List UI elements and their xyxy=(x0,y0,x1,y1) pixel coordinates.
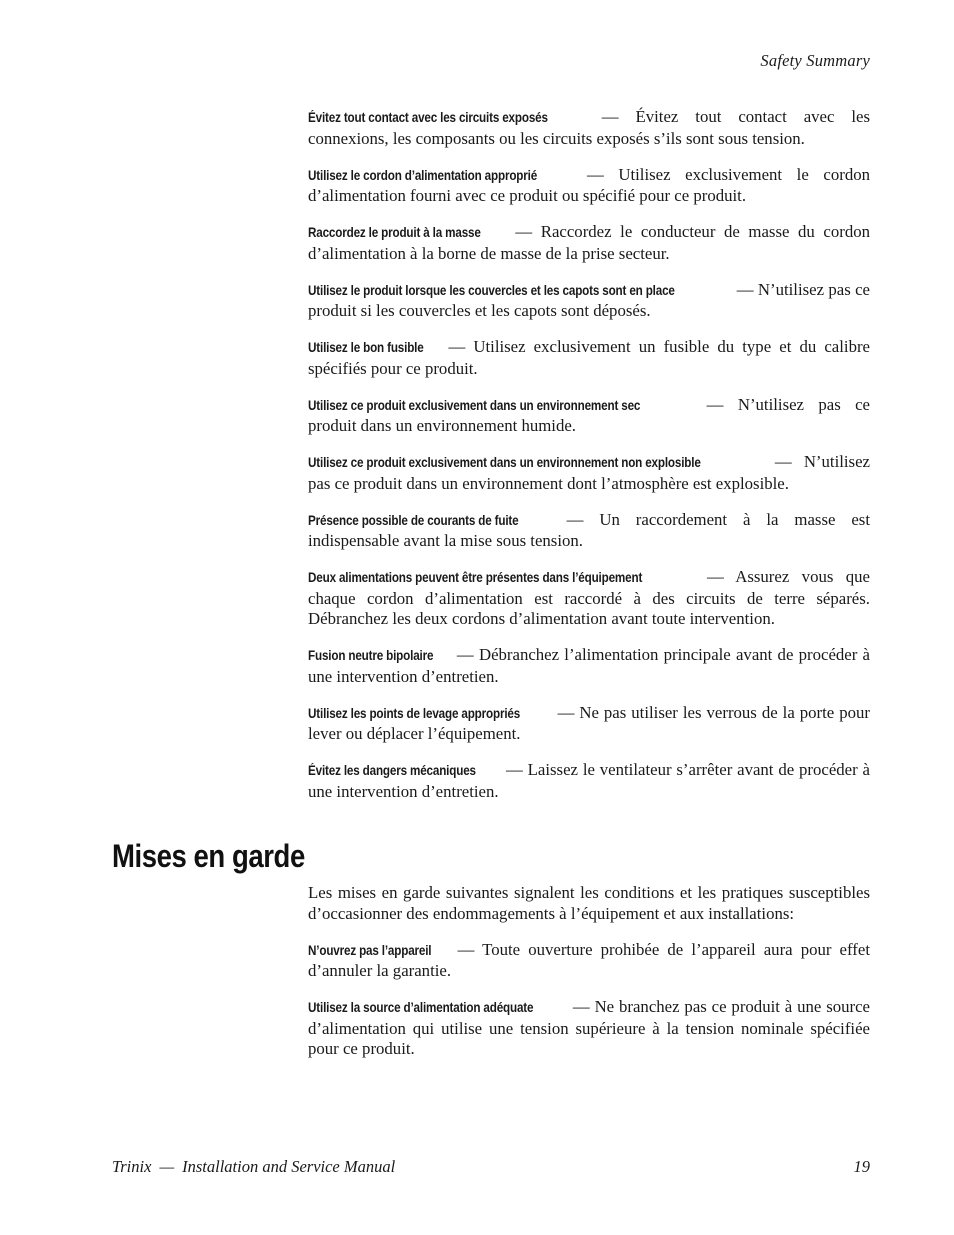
precaution-paragraph xyxy=(308,760,870,802)
precaution-text: — Un raccordement à la masse est indispensable avant la mise sous tension. xyxy=(308,509,870,550)
precaution-text: — N’utilisez pas ce produit dans un environnement dont l’atmosphère est explosible. xyxy=(308,452,870,493)
precaution-paragraph xyxy=(308,645,870,687)
precaution-paragraph xyxy=(308,280,870,322)
footer-manual: Installation and Service Manual xyxy=(182,1157,396,1176)
precaution-lead: Fusion neutre bipolaire xyxy=(308,648,434,663)
precaution-text: — Laissez le ventilateur s’arrêter avant de procéder à une intervention d’entretien. xyxy=(308,760,870,801)
precaution-paragraph xyxy=(308,222,870,264)
precaution-text: — Utilisez exclusivement un fusible du type et du calibre spécifiés pour ce produit. xyxy=(308,337,870,378)
section-intro: Les mises en garde suivantes signalent les conditions et les pratiques susceptibles d’occasionner des endommagements à l’équipement et aux installations: xyxy=(308,883,870,923)
caution-text: — Toute ouverture prohibée de l’appareil aura pour effet d’annuler la garantie. xyxy=(308,939,870,980)
precaution-lead: Utilisez ce produit exclusivement dans un environnement non explosible xyxy=(308,455,701,470)
precaution-text: — Raccordez le conducteur de masse du cordon d’alimentation à la borne de masse de la prise secteur. xyxy=(308,222,870,263)
precaution-lead: Utilisez les points de levage appropriés xyxy=(308,705,521,721)
precaution-text: — Assurez vous que chaque cordon d’alimentation est raccordé à des circuits de terre séparés. Débranchez les deux cordons d’alimentation avant toute intervention. xyxy=(308,567,870,628)
precaution-text: — N’utilisez pas ce produit dans un environnement humide. xyxy=(308,394,870,435)
precaution-paragraph xyxy=(308,703,870,745)
precaution-text: — Utilisez exclusivement le cordon d’alimentation fourni avec ce produit ou spécifié pour ce produit. xyxy=(308,164,870,205)
caution-paragraph xyxy=(308,940,870,982)
page-number: 19 xyxy=(853,1157,870,1176)
caution-lead: N’ouvrez pas l’appareil xyxy=(308,942,432,958)
footer-product: Trinix xyxy=(112,1157,152,1176)
precaution-lead: Utilisez ce produit exclusivement dans un environnement sec xyxy=(308,397,641,413)
precaution-lead: Présence possible de courants de fuite xyxy=(308,512,519,528)
running-header: Safety Summary xyxy=(760,51,870,70)
precaution-lead: Deux alimentations peuvent être présentes dans l’équipement xyxy=(308,570,643,585)
footer-title xyxy=(112,1157,395,1177)
precaution-text: — Débranchez l’alimentation principale avant de procéder à une intervention d’entretien. xyxy=(308,645,870,686)
caution-paragraph xyxy=(308,997,870,1060)
precaution-lead: Évitez tout contact avec les circuits exposés xyxy=(308,110,548,125)
precaution-paragraph xyxy=(308,510,870,552)
precaution-paragraph xyxy=(308,165,870,207)
precaution-paragraph xyxy=(308,567,870,630)
precaution-paragraph xyxy=(308,395,870,437)
precautions-list xyxy=(308,107,870,802)
precaution-text: — Ne pas utiliser les verrous de la porte pour lever ou déplacer l’équipement. xyxy=(308,702,870,743)
precaution-lead: Utilisez le cordon d’alimentation approprié xyxy=(308,167,538,183)
precaution-paragraph xyxy=(308,337,870,379)
caution-lead: Utilisez la source d’alimentation adéquate xyxy=(308,1000,534,1015)
precaution-text: — N’utilisez pas ce produit si les couvercles et les capots sont déposés. xyxy=(308,279,870,320)
precaution-text: — Évitez tout contact avec les connexions, les composants ou les circuits exposés s’ils sont sous tension. xyxy=(308,107,870,148)
precaution-lead: Raccordez le produit à la masse xyxy=(308,225,481,240)
cautions-section xyxy=(308,883,870,1060)
precaution-lead: Évitez les dangers mécaniques xyxy=(308,763,476,778)
footer-dash: — xyxy=(159,1157,175,1176)
section-heading: Mises en garde xyxy=(112,838,305,874)
precaution-paragraph xyxy=(308,452,870,494)
precaution-lead: Utilisez le produit lorsque les couvercles et les capots sont en place xyxy=(308,282,675,298)
caution-text: — Ne branchez pas ce produit à une source d’alimentation qui utilise une tension supérieure à la tension nominale spécifiée pour ce produit. xyxy=(308,997,870,1058)
precaution-paragraph xyxy=(308,107,870,149)
precaution-lead: Utilisez le bon fusible xyxy=(308,340,424,355)
